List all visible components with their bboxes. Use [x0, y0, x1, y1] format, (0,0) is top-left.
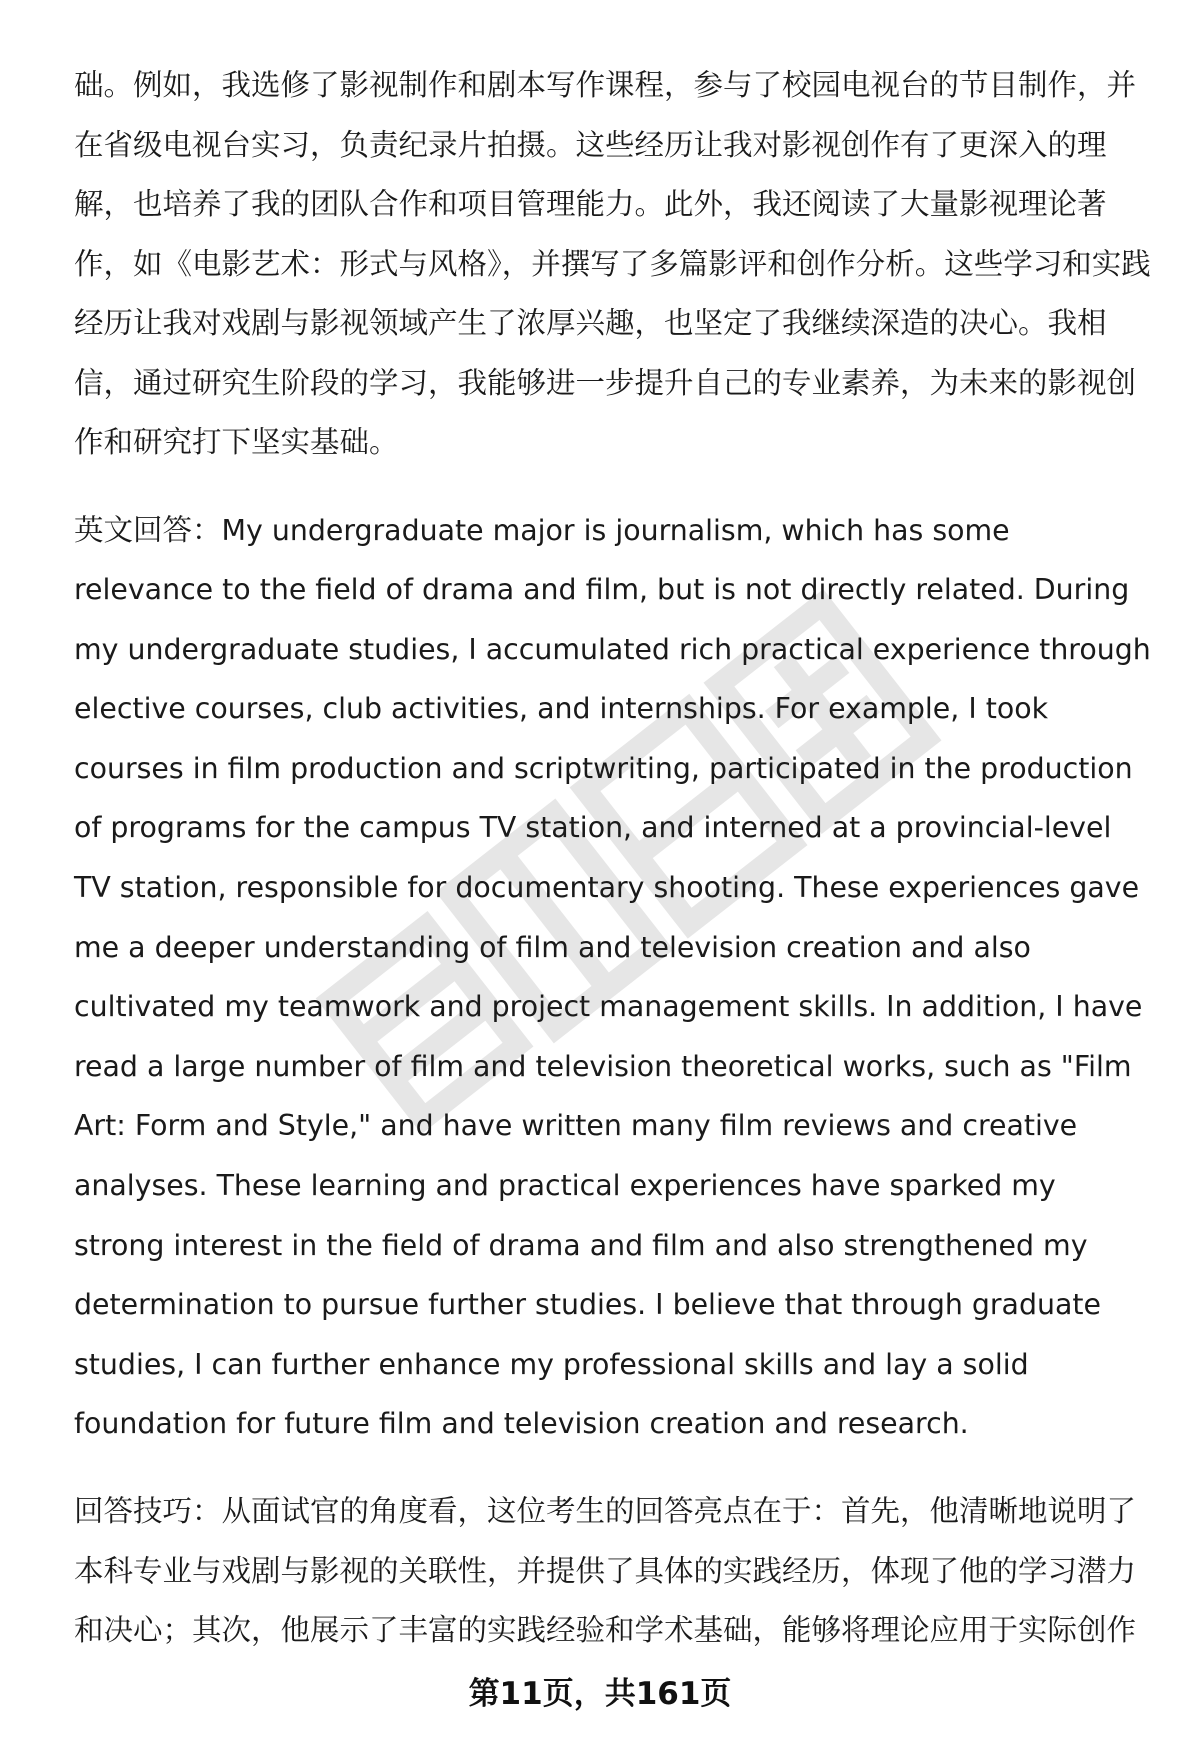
english-answer-paragraph	[74, 501, 1154, 1455]
document-body	[74, 56, 1154, 1661]
english-answer-label: 英文回答：	[74, 512, 222, 547]
answer-tips-paragraph	[74, 1482, 1154, 1661]
page-indicator: 第11页，共161页	[468, 1676, 732, 1712]
english-answer-text: My undergraduate major is journalism, which has some relevance to the field of drama and film, but is not directly related. During my undergraduate studies, I accumulated rich practical experience through elective courses, club activities, and internships. For example, I took courses in film production and scriptwriting, participated in the production of programs for the campus TV station, and interned at a provincial-level TV station, responsible for documentary shooting. These experiences gave me a deeper understanding of film and television creation and also cultivated my teamwork and project management skills. In addition, I have read a large number of film and television theoretical works, such as "Film Art: Form and Style," and have written many film reviews and creative analyses. These learning and practical experiences have sparked my strong interest in the field of drama and film and also strengthened my determination to pursue further studies. I believe that through graduate studies, I can further enhance my professional skills and lay a solid foundation for future film and television creation and research.	[74, 513, 1151, 1441]
answer-tips-text: 从面试官的角度看，这位考生的回答亮点在于：首先，他清晰地说明了本科专业与戏剧与影视的关联性，并提供了具体的实践经历，体现了他的学习潜力和决心；其次，他展示了丰富的实践经验和学术基础，能够将理论应用于实际创作	[74, 1494, 1137, 1647]
paragraph-continuation: 础。例如，我选修了影视制作和剧本写作课程，参与了校园电视台的节目制作，并在省级电视台实习，负责纪录片拍摄。这些经历让我对影视创作有了更深入的理解，也培养了我的团队合作和项目管理能力。此外，我还阅读了大量影视理论著作，如《电影艺术：形式与风格》，并撰写了多篇影评和创作分析。这些学习和实践经历让我对戏剧与影视领域产生了浓厚兴趣，也坚定了我继续深造的决心。我相信，通过研究生阶段的学习，我能够进一步提升自己的专业素养，为未来的影视创作和研究打下坚实基础。	[74, 68, 1151, 459]
answer-tips-label: 回答技巧：	[74, 1494, 222, 1528]
